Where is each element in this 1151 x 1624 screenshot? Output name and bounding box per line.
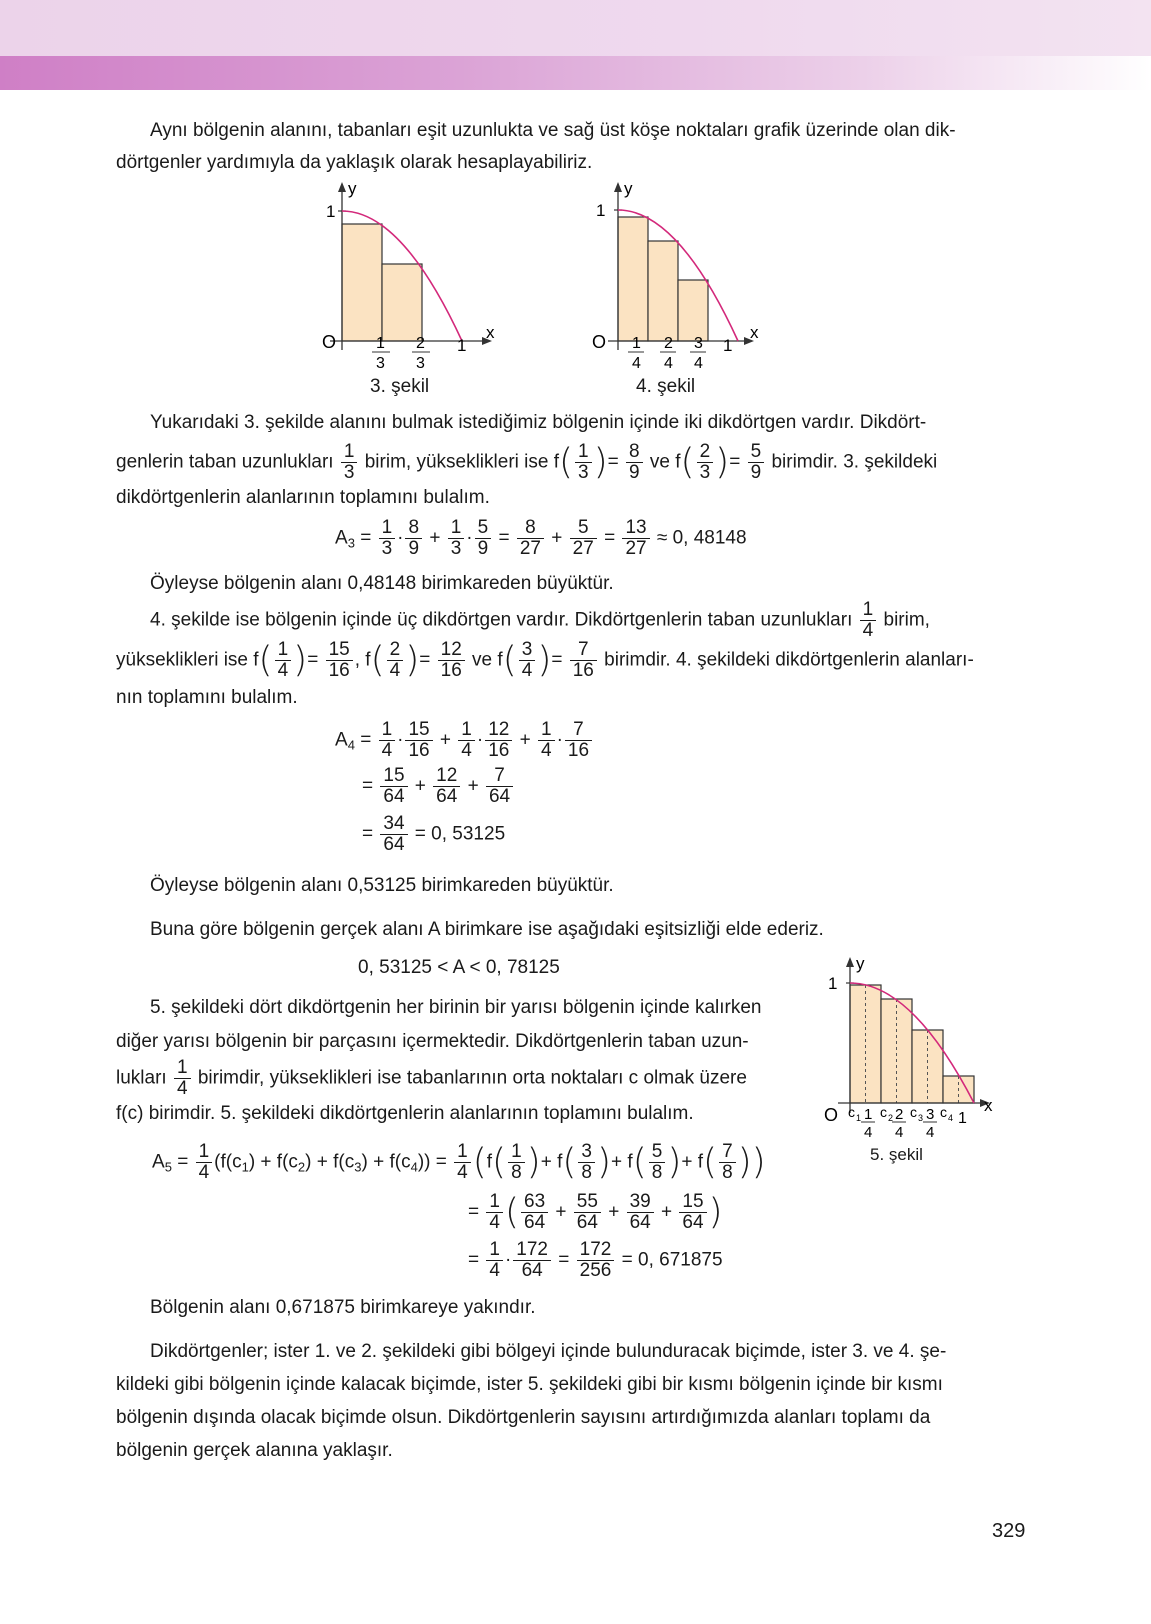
- fig3-rect-1: [342, 224, 382, 341]
- fig3-t1n: 1: [376, 335, 385, 352]
- fig5-t3n: 3: [926, 1106, 935, 1123]
- conclusion-line-1: Dikdörtgenler; ister 1. ve 2. şekildeki gibi bölgeyi içinde bulunduracak biçimde, ister 3. ve 4. şe-: [150, 1341, 947, 1362]
- para3-text-a: genlerin taban uzunlukları: [116, 451, 334, 473]
- para3-line-3: dikdörtgenlerin alanlarının toplamını bulalım.: [116, 487, 490, 508]
- fig3-t1d: 3: [376, 355, 385, 370]
- fig4-t1d: 4: [632, 355, 641, 370]
- fig4-t3d: 4: [694, 355, 703, 370]
- fig3-t2n: 2: [416, 335, 425, 352]
- figure-5-caption: 5. şekil: [870, 1145, 923, 1164]
- fig5-one-y: 1: [828, 974, 838, 993]
- para3-text-b: birim, yükseklikleri ise: [364, 451, 549, 473]
- equation-a4-line-2: = $\frac{15}{64}$ + $\frac{12}{64}$ + $\frac{7}{64}$: [362, 766, 515, 807]
- conclusion-line-3: bölgenin dışında olacak biçimde olsun. Dikdörtgenlerin sayısını artırdığımızda alanları toplamı da: [116, 1407, 931, 1428]
- intro-line-2: dörtgenler yardımıyla da yaklaşık olarak hesaplayabiliriz.: [116, 152, 593, 173]
- svg-text:4: 4: [895, 1124, 904, 1141]
- fig3-y-label: y: [348, 180, 357, 198]
- fig4-one-y: 1: [596, 201, 606, 220]
- fig4-origin: O: [592, 332, 607, 352]
- para4-line-3: nın toplamını bulalım.: [116, 687, 298, 708]
- para5-line-2: diğer yarısı bölgenin bir parçasını içermektedir. Dikdörtgenlerin taban uzun-: [116, 1031, 749, 1052]
- fig4-t3n: 3: [694, 335, 703, 352]
- para-inequality: Buna göre bölgenin gerçek alanı A birimkare ise aşağıdaki eşitsizliği elde ederiz.: [150, 919, 824, 940]
- para3-text-d: birimdir. 3. şekildeki: [771, 451, 938, 473]
- fig3-origin: O: [322, 332, 337, 352]
- para3-line-2: genlerin taban uzunlukları $\frac{1}{3}$ birim, yükseklikleri ise f( $\frac{1}{3}$ )= $\frac{8}{9}$ ve f( $\frac{2}{3}$ )= $\frac{5}{9}$ birimdir. 3. şekildeki: [116, 441, 938, 483]
- para3-line-1: Yukarıdaki 3. şekilde alanını bulmak istediğimiz bölgenin içinde iki dikdörtgen vardır. Dikdört-: [150, 412, 927, 433]
- equation-a4-line-3: = $\frac{34}{64}$ = 0, 53125: [362, 813, 506, 855]
- equation-a3: $A_3$ = $\frac{1}{3}$ · $\frac{8}{9}$ + $\frac{1}{3}$ · $\frac{5}{9}$ = $\frac{8}{27}$ + $\frac{5}{27}$ = $\frac{13}{27}$ ≈ 0, 48148: [335, 517, 747, 559]
- svg-text:4: 4: [948, 1113, 954, 1123]
- result-5: Bölgenin alanı 0,671875 birimkareye yakındır.: [150, 1297, 536, 1318]
- para4-line-1: 4. şekilde ise bölgenin içinde üç dikdörtgen vardır. Dikdörtgenlerin taban uzunlukları $\frac{1}{4}$ birim,: [150, 599, 930, 641]
- equation-a5-line-2: = $\frac{1}{4}$ ( $\frac{63}{64}$ + $\frac{55}{64}$ + $\frac{39}{64}$ + $\frac{15}{64}$ ): [468, 1191, 723, 1233]
- svg-text:2: 2: [888, 1113, 894, 1123]
- fig5-rect-1: [850, 985, 881, 1103]
- fig5-c1: c: [848, 1104, 855, 1120]
- fig3-one-y: 1: [326, 202, 336, 221]
- fig4-rect-1: [618, 217, 648, 341]
- svg-text:1: 1: [856, 1113, 862, 1123]
- para5-line-1: 5. şekildeki dört dikdörtgenin her birinin bir yarısı bölgenin içinde kalırken: [150, 997, 762, 1018]
- fig5-one-x: 1: [958, 1110, 967, 1127]
- page-number: 329: [992, 1520, 1026, 1542]
- para5-line-3: lukları $\frac{1}{4}$ birimdir, yükseklikleri ise tabanlarının orta noktaları c olmak üzere: [116, 1057, 747, 1099]
- para5-line-4: f(c) birimdir. 5. şekildeki dikdörtgenlerin alanlarının toplamını bulalım.: [116, 1103, 694, 1124]
- fig4-x-label: x: [750, 323, 759, 342]
- svg-text:3: 3: [918, 1113, 924, 1123]
- figure-3-caption: 3. şekil: [370, 376, 430, 397]
- figure-4-graph: [590, 180, 800, 370]
- result-4: Öyleyse bölgenin alanı 0,53125 birimkareden büyüktür.: [150, 875, 614, 896]
- equation-a5-line-1: $A_5$ = $\frac{1}{4}$ $(f(c_1) + f(c_2) + f(c_3) + f(c_4))$ = $\frac{1}{4}$ (f( $\frac{1}{8}$ )+ f( $\frac{3}{8}$ )+ f( $\frac{5}{8}$ )+ f( $\frac{7}{8}$ )): [152, 1141, 766, 1183]
- fig3-t2d: 3: [416, 355, 425, 370]
- result-3: Öyleyse bölgenin alanı 0,48148 birimkareden büyüktür.: [150, 573, 614, 594]
- figure-3-graph: [310, 180, 510, 370]
- fig5-t1n: 1: [864, 1106, 873, 1123]
- fig5-y-label: y: [856, 955, 865, 973]
- fig5-t2n: 2: [895, 1106, 904, 1123]
- page-header-stripe: [0, 56, 1151, 90]
- svg-text:4: 4: [864, 1124, 873, 1141]
- figure-5-graph: [818, 955, 1003, 1145]
- fig4-rect-2: [648, 241, 678, 341]
- fig5-rect-2: [881, 999, 912, 1103]
- fig4-y-label: y: [624, 180, 633, 198]
- fig5-c3: c: [910, 1104, 917, 1120]
- fig4-t2n: 2: [664, 335, 673, 352]
- fig4-one-x: 1: [723, 336, 733, 355]
- intro-line-1: Aynı bölgenin alanını, tabanları eşit uzunlukta ve sağ üst köşe noktaları grafik üzerinde olan dik-: [150, 120, 956, 141]
- conclusion-line-4: bölgenin gerçek alanına yaklaşır.: [116, 1440, 393, 1461]
- fig5-origin: O: [824, 1105, 839, 1125]
- figure-4-caption: 4. şekil: [636, 376, 696, 397]
- conclusion-line-2: kildeki gibi bölgenin içinde kalacak biçimde, ister 5. şekildeki gibi bir kısmı bölgenin içinde bir kısmı: [116, 1374, 943, 1395]
- para4-line-2: yükseklikleri ise f( $\frac{1}{4}$ )= $\frac{15}{16}$ , f( $\frac{2}{4}$ )= $\frac{12}{16}$ ve f( $\frac{3}{4}$ )= $\frac{7}{16}$ birimdir. 4. şekildeki dikdörtgenlerin alanları-: [116, 639, 974, 681]
- fig4-t1n: 1: [632, 335, 641, 352]
- fig5-c2: c: [880, 1104, 887, 1120]
- fraction-1-3: $\frac{1}{3}$: [341, 442, 358, 483]
- svg-text:4: 4: [926, 1124, 935, 1141]
- fig5-x-label: x: [984, 1096, 993, 1115]
- fig5-c4: c: [940, 1104, 947, 1120]
- fig4-t2d: 4: [664, 355, 673, 370]
- fig3-one-x: 1: [457, 336, 467, 355]
- equation-a5-line-3: = $\frac{1}{4}$ · $\frac{172}{64}$ = $\frac{172}{256}$ = 0, 671875: [468, 1239, 723, 1281]
- equation-a4-line-1: $A_4$ = $\frac{1}{4}$ · $\frac{15}{16}$ + $\frac{1}{4}$ · $\frac{12}{16}$ + $\frac{1}{4}$ · $\frac{7}{16}$: [335, 720, 594, 761]
- para3-text-c: ve: [649, 451, 670, 473]
- fig4-rect-3: [678, 280, 708, 341]
- page-header-band: [0, 0, 1151, 56]
- inequality: 0, 53125 < A < 0, 78125: [358, 957, 560, 978]
- fig3-rect-2: [382, 264, 422, 341]
- fig3-x-label: x: [486, 323, 495, 342]
